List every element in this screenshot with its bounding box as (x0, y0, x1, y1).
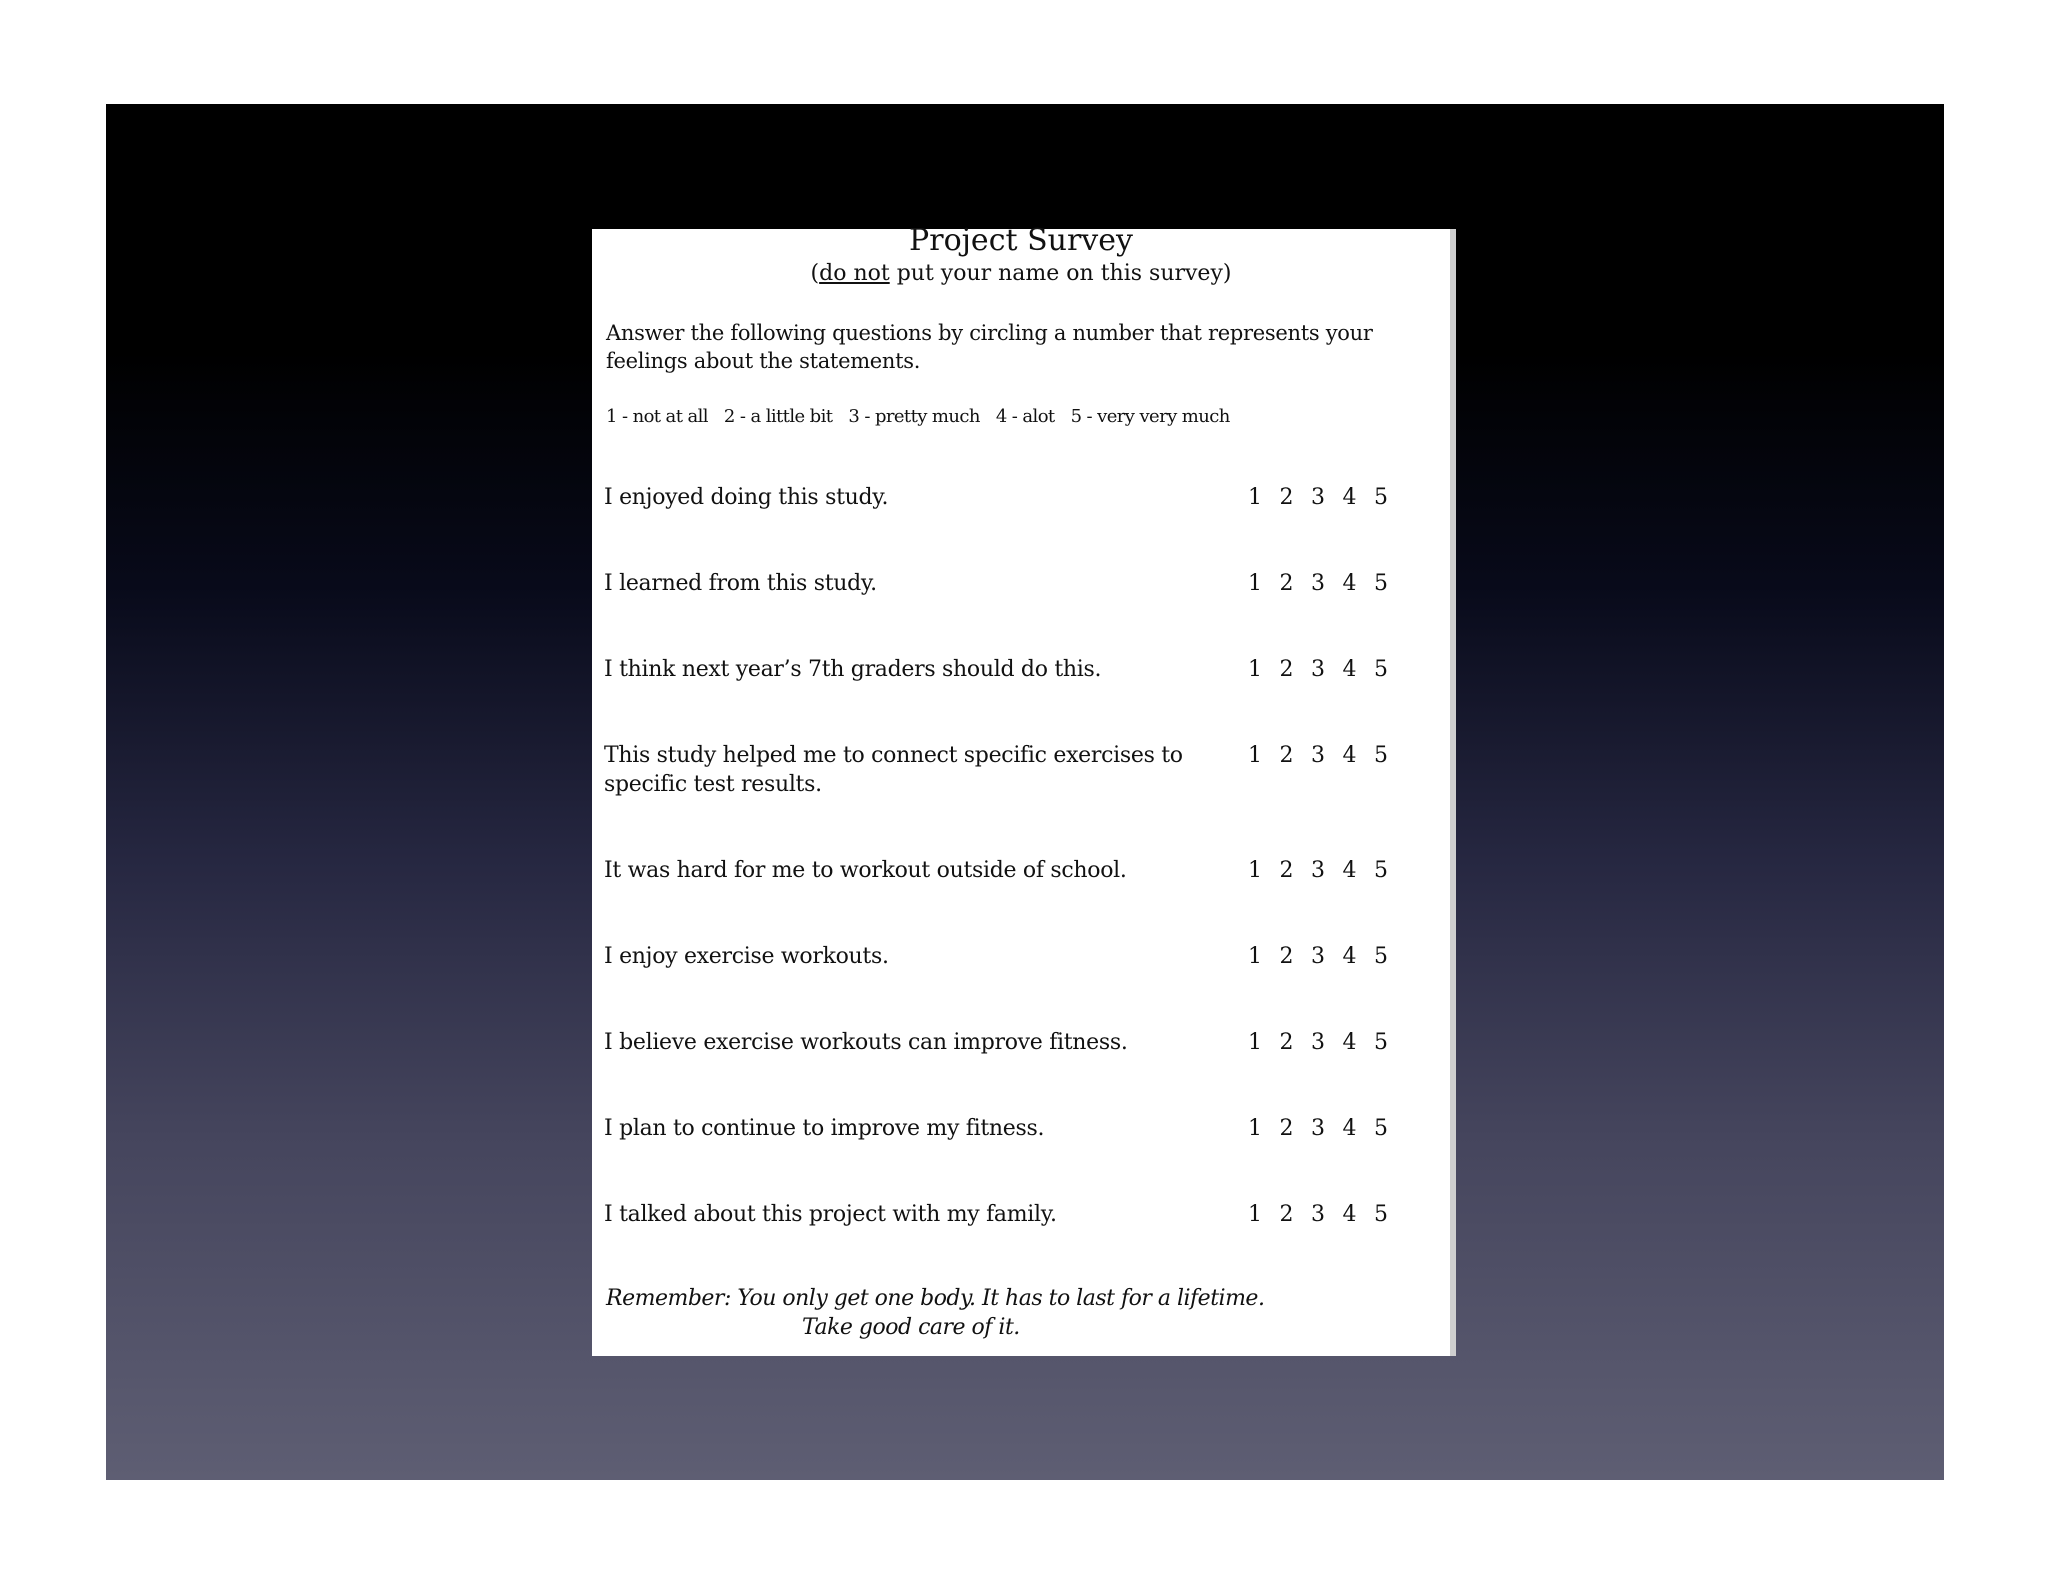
rating-option[interactable]: 1 (1248, 1202, 1262, 1227)
rating-scale (1248, 1200, 1406, 1229)
rating-option[interactable]: 5 (1374, 571, 1388, 596)
reminder-note (606, 1284, 1442, 1342)
legend-item: 5 - very very much (1070, 406, 1230, 427)
rating-scale (1248, 655, 1406, 684)
rating-option[interactable]: 4 (1342, 1030, 1357, 1055)
rating-option[interactable]: 3 (1311, 657, 1325, 682)
rating-option[interactable]: 4 (1342, 485, 1357, 510)
rating-option[interactable]: 5 (1374, 858, 1388, 883)
rating-option[interactable]: 5 (1374, 657, 1388, 682)
reminder-line-2: Take good care of it. (802, 1315, 1020, 1340)
rating-option[interactable]: 4 (1342, 1202, 1357, 1227)
rating-scale (1248, 942, 1406, 971)
rating-option[interactable]: 3 (1311, 1202, 1325, 1227)
legend-item: 3 - pretty much (848, 406, 980, 427)
rating-option[interactable]: 5 (1374, 944, 1388, 969)
question-text: I plan to continue to improve my fitness. (604, 1116, 1045, 1141)
rating-option[interactable]: 4 (1342, 944, 1357, 969)
rating-option[interactable]: 1 (1248, 944, 1262, 969)
rating-option[interactable]: 4 (1342, 571, 1357, 596)
rating-option[interactable]: 2 (1279, 657, 1294, 682)
rating-scale (1248, 1028, 1406, 1057)
legend-item: 4 - alot (995, 406, 1055, 427)
rating-option[interactable]: 2 (1279, 1116, 1294, 1141)
reminder-line-1: Remember: You only get one body. It has to last for a lifetime. (606, 1286, 1265, 1311)
rating-option[interactable]: 1 (1248, 485, 1262, 510)
question-text: I enjoy exercise workouts. (604, 944, 889, 969)
rating-option[interactable]: 2 (1279, 1202, 1294, 1227)
rating-scale (1248, 1114, 1406, 1143)
survey-title: Project Survey (909, 223, 1133, 258)
subtitle-rest: put your name on this survey) (889, 261, 1232, 286)
rating-option[interactable]: 1 (1248, 1116, 1262, 1141)
legend-item: 1 - not at all (606, 406, 708, 427)
rating-option[interactable]: 3 (1311, 743, 1325, 768)
rating-option[interactable]: 3 (1311, 1116, 1325, 1141)
rating-option[interactable]: 3 (1311, 858, 1325, 883)
rating-option[interactable]: 3 (1311, 571, 1325, 596)
rating-option[interactable]: 2 (1279, 743, 1294, 768)
rating-option[interactable]: 1 (1248, 743, 1262, 768)
rating-option[interactable]: 2 (1279, 485, 1294, 510)
question-text: I learned from this study. (604, 571, 877, 596)
question-text: This study helped me to connect specific exercises to specific test results. (604, 743, 1183, 797)
rating-option[interactable]: 3 (1311, 944, 1325, 969)
slide-background (106, 104, 1944, 1480)
question-text: I think next year’s 7th graders should do this. (604, 657, 1102, 682)
rating-option[interactable]: 3 (1311, 485, 1325, 510)
rating-option[interactable]: 5 (1374, 743, 1388, 768)
question-text: I enjoyed doing this study. (604, 485, 889, 510)
rating-option[interactable]: 5 (1374, 485, 1388, 510)
legend-item: 2 - a little bit (723, 406, 833, 427)
rating-scale (1248, 741, 1406, 770)
rating-option[interactable]: 5 (1374, 1030, 1388, 1055)
rating-option[interactable]: 4 (1342, 858, 1357, 883)
rating-option[interactable]: 2 (1279, 1030, 1294, 1055)
rating-scale (1248, 569, 1406, 598)
subtitle-open-paren: ( (810, 261, 820, 286)
rating-option[interactable]: 5 (1374, 1202, 1388, 1227)
rating-option[interactable]: 4 (1342, 1116, 1357, 1141)
rating-option[interactable]: 1 (1248, 657, 1262, 682)
rating-option[interactable]: 2 (1279, 944, 1294, 969)
question-text: It was hard for me to workout outside of school. (604, 858, 1127, 883)
rating-option[interactable]: 1 (1248, 571, 1262, 596)
rating-option[interactable]: 2 (1279, 571, 1294, 596)
rating-option[interactable]: 4 (1342, 743, 1357, 768)
rating-option[interactable]: 4 (1342, 657, 1357, 682)
question-text: I talked about this project with my family. (604, 1202, 1057, 1227)
survey-instructions: Answer the following questions by circling a number that represents your feelings about the statements. (606, 321, 1373, 373)
rating-legend (606, 405, 1246, 429)
rating-option[interactable]: 1 (1248, 858, 1262, 883)
rating-scale (1248, 856, 1406, 885)
subtitle-emphasis: do not (819, 261, 890, 286)
survey-subtitle (592, 260, 1450, 288)
rating-option[interactable]: 5 (1374, 1116, 1388, 1141)
rating-option[interactable]: 1 (1248, 1030, 1262, 1055)
survey-document (592, 223, 1456, 1356)
question-text: I believe exercise workouts can improve fitness. (604, 1030, 1128, 1055)
rating-option[interactable]: 3 (1311, 1030, 1325, 1055)
rating-option[interactable]: 2 (1279, 858, 1294, 883)
rating-scale (1248, 483, 1406, 512)
